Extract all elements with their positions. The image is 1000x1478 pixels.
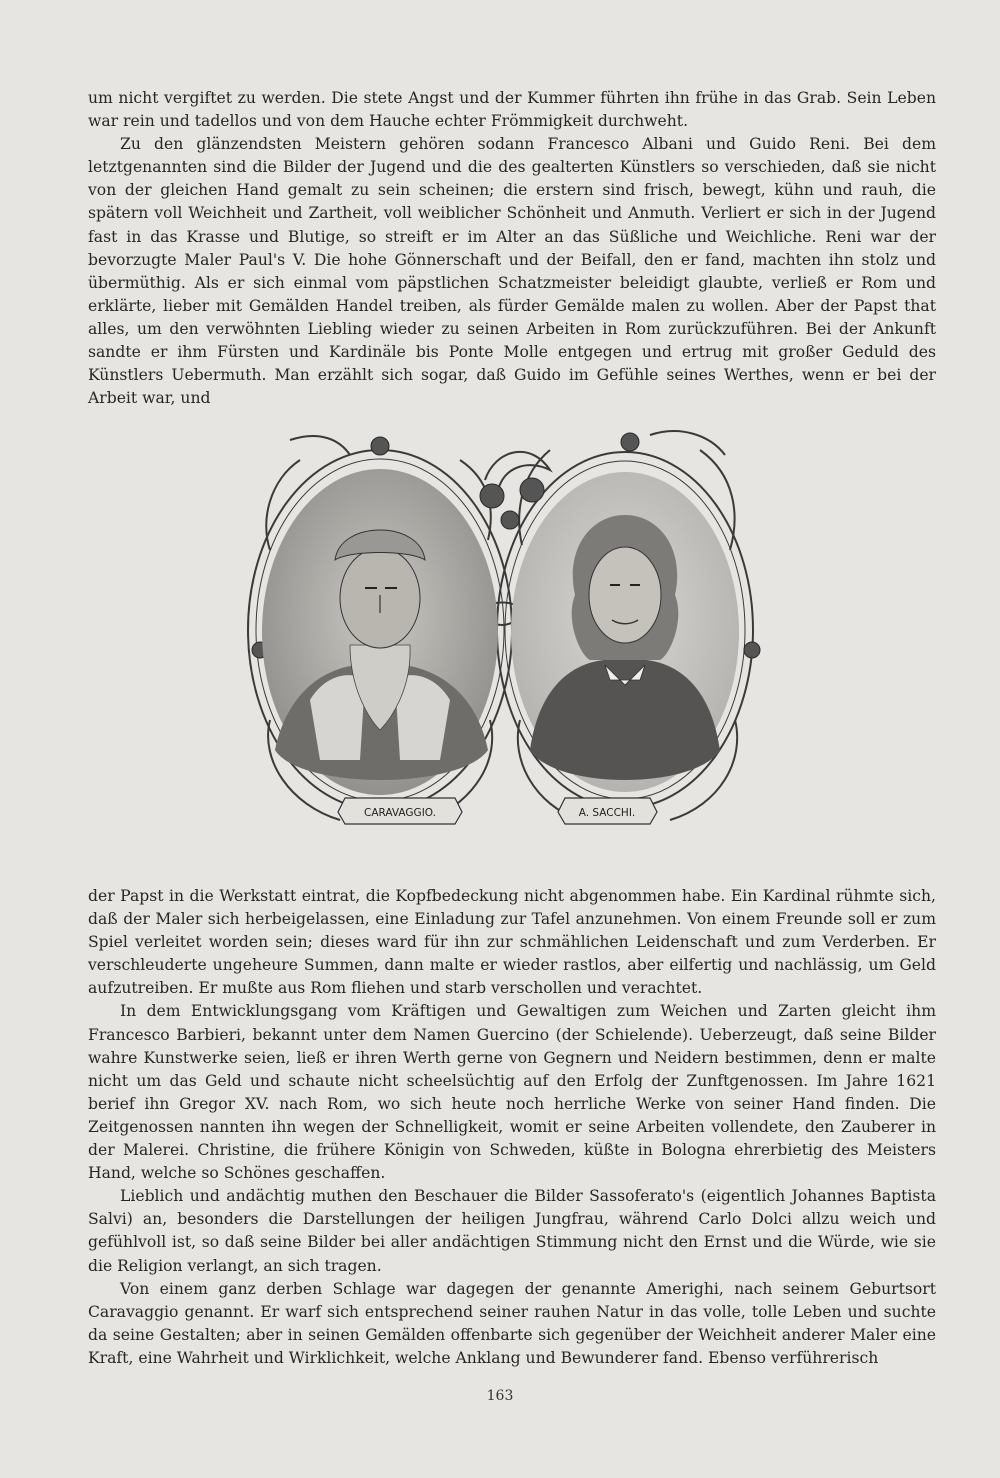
paragraph: um nicht vergiftet zu werden. Die stete Angst und der Kummer führten ihn frühe in das Grab. Sein Leben war rein und tadellos und von dem Hauche echter Frömmigkeit durchweht.	[88, 89, 936, 131]
sacchi-portrait	[511, 472, 739, 792]
sacchi-label: A. SACCHI.	[578, 807, 636, 819]
paragraph: der Papst in die Werkstatt eintrat, die Kopfbedeckung nicht abgenommen habe. Ein Kardinal rühmte sich, daß der Maler sich herbeigelassen, eine Einladung zur Tafel anzunehmen. Von einem Freunde soll er zum Spiel verleitet worden sein; dieses ward für ihn zur schmählichen Leidenschaft und zum Verderben. Er verschleuderte ungeheure Summen, dann malte er wieder rastlos, aber eilfertig und nachlässig, um Geld aufzutreiben. Er mußte aus Rom fliehen und starb verschollen und verachtet.	[88, 887, 936, 998]
top-text-block	[88, 87, 936, 410]
paragraph: Von einem ganz derben Schlage war dagegen der genannte Amerighi, nach seinem Geburtsort Caravaggio genannt. Er warf sich entsprechend seiner rauhen Natur in das volle, tolle Leben und suchte da seine Gestalten; aber in seinen Gemälden offenbarte sich gegenüber der Weichheit anderer Maler eine Kraft, eine Wahrheit und Wirklichkeit, welche Anklang und Bewunderer fand. Ebenso verführerisch	[88, 1279, 936, 1367]
portrait-illustration	[230, 420, 790, 870]
paragraph: In dem Entwicklungsgang vom Kräftigen und Gewaltigen zum Weichen und Zarten gleicht ihm Francesco Barbieri, bekannt unter dem Namen Guercino (der Schielende). Ueberzeugt, daß seine Bilder wahre Kunstwerke seien, ließ er ihren Werth gerne von Gegnern und Neidern bestimmen, denn er malte nicht um das Geld und schaute nicht scheelsüchtig auf den Erfolg der Zunftgenossen. Im Jahre 1621 berief ihn Gregor XV. nach Rom, wo sich heute noch herrliche Werke von seiner Hand finden. Die Zeitgenossen nannten ihn wegen der Schnelligkeit, womit er seine Arbeiten vollendete, den Zauberer in der Malerei. Christine, die frühere Königin von Schweden, küßte in Bologna ehrerbietig des Meisters Hand, welche so Schönes geschaffen.	[88, 1002, 936, 1183]
caravaggio-label: CARAVAGGIO.	[364, 807, 436, 819]
caption-banners	[338, 798, 657, 824]
page-number: 163	[486, 1388, 514, 1404]
paragraph: Lieblich und andächtig muthen den Beschauer die Bilder Sassoferato's (eigentlich Johannes Baptista Salvi) an, besonders die Darstellungen der heiligen Jungfrau, während Carlo Dolci allzu weich und gefühlvoll ist, so daß seine Bilder bei aller andächtigen Stimmung nicht den Ernst und die Würde, wie sie die Religion verlangt, an sich tragen.	[88, 1187, 936, 1275]
bottom-text-block	[88, 885, 936, 1370]
caravaggio-portrait	[262, 469, 498, 795]
paragraph: Zu den glänzendsten Meistern gehören sodann Francesco Albani und Guido Reni. Bei dem letztgenannten sind die Bilder der Jugend und die des gealterten Künstlers so verschieden, daß sie nicht von der gleichen Hand gemalt zu sein scheinen; die erstern sind frisch, bewegt, kühn und rauh, die spätern voll Weichheit und Zartheit, voll weiblicher Schönheit und Anmuth. Verliert er sich in der Jugend fast in das Krasse und Blutige, so streift er im Alter an das Süßliche und Weichliche. Reni war der bevorzugte Maler Paul's V. Die hohe Gönnerschaft und der Beifall, den er fand, machten ihn stolz und übermüthig. Als er sich einmal vom päpstlichen Schatzmeister beleidigt glaubte, verließ er Rom und erklärte, lieber mit Gemälden Handel treiben, als fürder Gemälde malen zu wollen. Aber der Papst that alles, um den verwöhnten Liebling wieder zu seinen Arbeiten in Rom zurückzuführen. Bei der Ankunft sandte er ihm Fürsten und Kardinäle bis Ponte Molle entgegen und ertrug mit großer Geduld des Künstlers Uebermuth. Man erzählt sich sogar, daß Guido im Gefühle seines Werthes, wenn er bei der Arbeit war, und	[88, 135, 936, 408]
